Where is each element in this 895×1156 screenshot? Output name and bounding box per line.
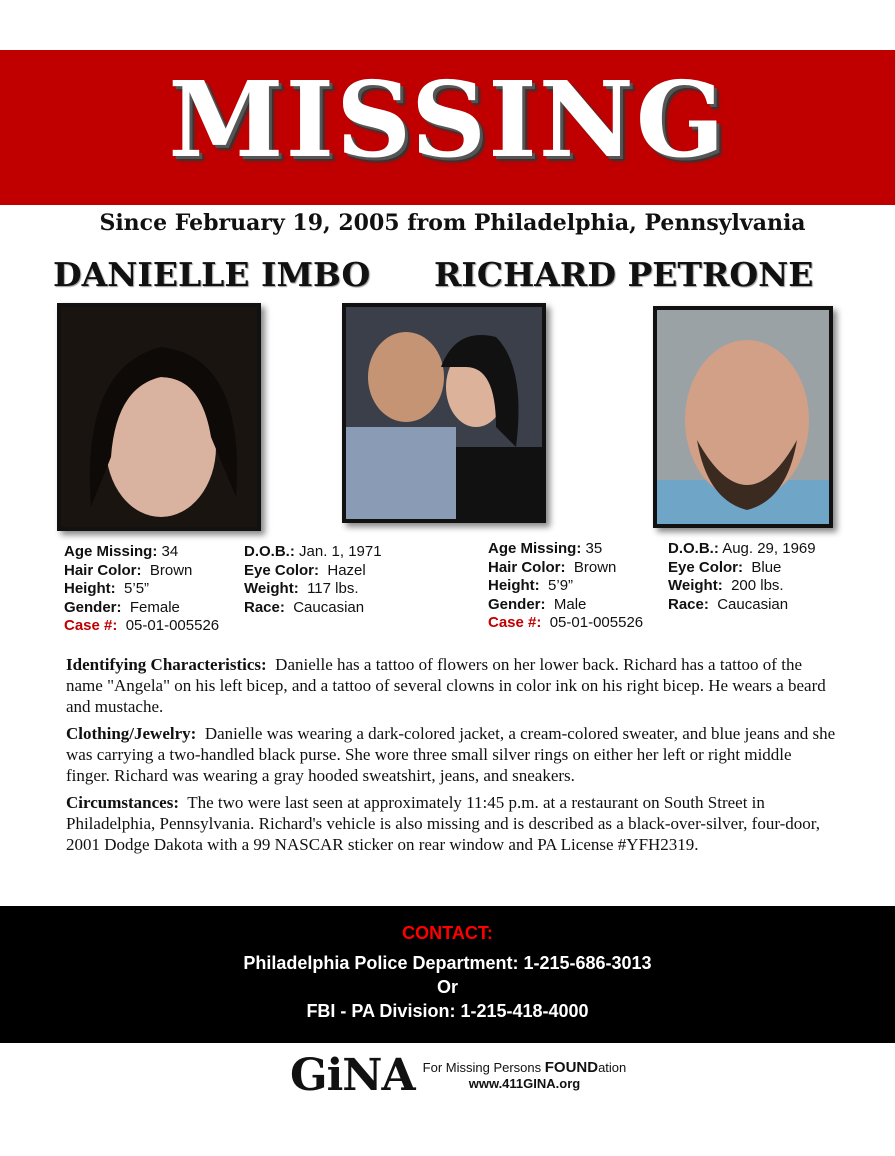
photo-danielle: [57, 303, 261, 531]
danielle-info-left: Age Missing: 34 Hair Color: Brown Height: 5’5” Gender: Female Case #: 05-01-005526: [64, 543, 220, 634]
contact-or: Or: [436, 977, 458, 997]
name-danielle: DANIELLE IMBO: [53, 255, 371, 294]
gina-tagline: For Missing Persons FOUNDation www.411GINA.org: [422, 1058, 627, 1091]
name-richard: RICHARD PETRONE: [434, 255, 814, 294]
gina-url: www.411GINA.org: [468, 1075, 581, 1091]
circumstances: Circumstances: The two were last seen at approximately 11:45 p.m. at a restaurant on South Street in Philadelphia, Pennsylvania. Richard's vehicle is also missing and is described as a black-over-silver, four-door, 2001 Dodge Dakota with a 99 NASCAR sticker on rear window and PA License #YFH2319.: [66, 793, 821, 854]
photo-couple: [342, 303, 546, 523]
richard-info-right: D.O.B.: Aug. 29, 1969 Eye Color: Blue Weight: 200 lbs. Race: Caucasian: [668, 540, 816, 613]
richard-info-left: Age Missing: 35 Hair Color: Brown Height: 5’9” Gender: Male Case #: 05-01-005526: [488, 540, 644, 631]
gina-mark: GiNA: [290, 1050, 415, 1101]
contact-section: [0, 906, 895, 1043]
missing-title: MISSING: [168, 58, 727, 181]
contact-fbi: FBI - PA Division: 1-215-418-4000: [306, 1001, 589, 1021]
gina-logo: [290, 1050, 626, 1101]
danielle-info-right: D.O.B.: Jan. 1, 1971 Eye Color: Hazel Weight: 117 lbs. Race: Caucasian: [244, 543, 382, 616]
contact-title: CONTACT:: [402, 923, 493, 943]
clothing-jewelry: Clothing/Jewelry: Danielle was wearing a dark-colored jacket, a cream-colored sweater, and blue jeans and she was carrying a two-handled black purse. She wore three small silver rings on either her left or right middle finger. Richard was wearing a gray hooded sweatshirt, jeans, and sneakers.: [66, 724, 836, 785]
details: [66, 654, 836, 861]
contact-police: Philadelphia Police Department: 1-215-686-3013: [243, 953, 652, 973]
since-line: Since February 19, 2005 from Philadelphia, Pennsylvania: [99, 210, 806, 236]
identifying-characteristics: Identifying Characteristics: Danielle has a tattoo of flowers on her lower back. Richard has a tattoo of the name "Angela" on his left bicep, and a tattoo of several clowns in color ink on his right bicep. He wears a beard and mustache.: [66, 655, 826, 716]
missing-banner: [0, 50, 895, 205]
photo-richard: [653, 306, 833, 528]
